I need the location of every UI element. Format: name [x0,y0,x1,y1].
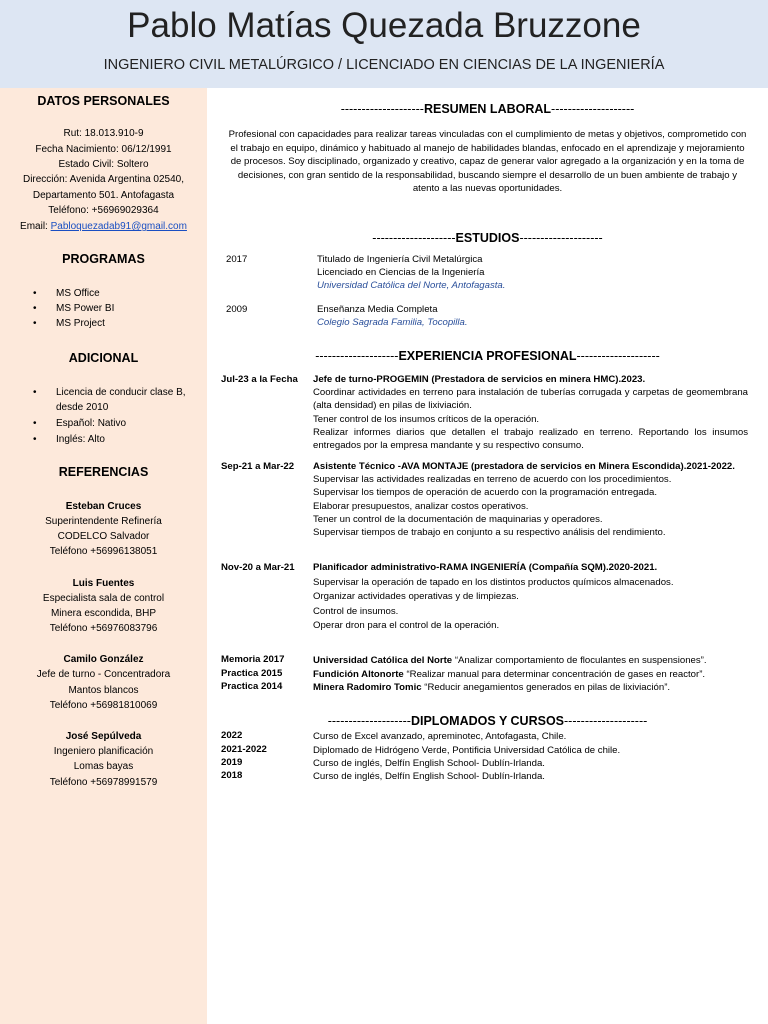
reference-org: CODELCO Salvador [57,531,150,542]
email-link[interactable]: Pabloquezadab91@gmail.com [50,221,187,232]
courses-heading: --------------------DIPLOMADOS Y CURSOS-------------------- [327,714,648,728]
course-year: 2019 [221,757,243,768]
job-entry: Planificador administrativo-RAMA INGENIERÍA (Compañía SQM).2020-2021. Supervisar la operación de tapado en los distintos productos químicos almacenados. Organizar actividades operativas y de limpiezas. Control de insumos. Operar dron para el control de la operación. [313,562,674,632]
programs-list [0,286,207,331]
course-year: 2021-2022 [221,744,267,755]
person-name: Pablo Matías Quezada Bruzzone [127,6,641,45]
personal-data-title: DATOS PERSONALES [37,94,170,108]
course-text: Curso de inglés, Delfín English School- Dublín-Irlanda. [313,771,545,782]
reference-name: José Sepúlveda [65,731,142,742]
reference-phone: Teléfono +56976083796 [49,623,158,634]
list-item: • Licencia de conducir clase B, desde 2010 [0,385,207,415]
sidebar [0,88,207,1024]
list-item: • Inglés: Alto [0,432,207,447]
practice-label: Practica 2015 [221,668,283,679]
programs-title: PROGRAMAS [62,252,145,266]
list-item: • MS Project [0,316,207,331]
studies-heading: --------------------ESTUDIOS-------------------- [372,231,603,245]
address-line-1: Dirección: Avenida Argentina 02540, [22,174,185,185]
course-year: 2018 [221,770,243,781]
course-text: Curso de inglés, Delfín English School- Dublín-Irlanda. [313,758,545,769]
email-label: Email: [20,221,51,232]
practice-entry: Universidad Católica del Norte “Analizar comportamiento de floculantes en suspensiones”. [313,655,707,666]
course-year: 2022 [221,730,243,741]
study-item: Titulado de Ingeniería Civil Metalúrgica Licenciado en Ciencias de la Ingeniería Universidad Católica del Norte, Antofagasta. [317,254,506,292]
experience-heading: --------------------EXPERIENCIA PROFESIONAL-------------------- [315,349,660,363]
references-title: REFERENCIAS [58,465,149,479]
reference-role: Superintendente Refinería [45,516,162,527]
job-entry: Jefe de turno-PROGEMIN (Prestadora de servicios en minera HMC).2023. Coordinar actividades en terreno para instalación de tuberías corrugada y carpetas de geomembrana (alta densidad) en pilas de lixiviación. Tener control de los insumos críticos de la operación. Realizar informes diarios que detallen el trabajo realizado en terreno. Reportando los insumos entregados por la empresa mandante y su respectivo consumo. [313,374,748,452]
list-item: • MS Power BI [0,301,207,316]
reference-name: Camilo González [63,654,144,665]
additional-list [0,385,207,447]
civil-status: Estado Civil: Soltero [58,159,149,170]
list-item: • MS Office [0,286,207,301]
birth-date: Fecha Nacimiento: 06/12/1991 [35,144,172,155]
list-item: • Español: Nativo [0,416,207,431]
reference-org: Lomas bayas [73,761,134,772]
course-text: Diplomado de Hidrógeno Verde, Pontificia Universidad Católica de chile. [313,745,621,756]
reference-org: Minera escondida, BHP [50,608,157,619]
additional-title: ADICIONAL [68,351,139,365]
email-row [0,219,207,234]
reference-phone: Teléfono +56978991579 [49,777,158,788]
reference-role: Jefe de turno - Concentradora [36,669,171,680]
reference-phone: Teléfono +56981810069 [49,700,158,711]
practice-entry: Fundición Altonorte “Realizar manual para determinar concentración de gases en reactor”. [313,669,706,680]
study-item: Enseñanza Media Completa Colegio Sagrada Familia, Tocopilla. [317,304,468,329]
address-line-2: Departamento 501. Antofagasta [32,190,175,201]
reference-name: Esteban Cruces [65,501,142,512]
practice-label: Practica 2014 [221,681,283,692]
course-text: Curso de Excel avanzado, apreminotec, Antofagasta, Chile. [313,731,567,742]
rut: Rut: 18.013.910-9 [63,128,144,139]
study-year: 2017 [226,254,248,265]
practice-label: Memoria 2017 [221,654,285,665]
summary-text: Profesional con capacidades para realizar tareas vinculadas con el cumplimiento de metas y objetivos, comprometido con el trabajo en equipo, dinámico y habituado al manejo de habilidades blandas, enfocado en el aprendizaje y mejoramiento de procesos. Soy disciplinado, organizado y creativo, capaz de generar valor agregado a la organización y en la toma de decisiones, con gran sentido de la responsabilidad, buscando siempre el desarrollo de un buen ambiente de trabajo y atento a las nuevas oportunidades. [228,129,747,195]
job-date: Jul-23 a la Fecha [221,374,298,385]
job-date: Nov-20 a Mar-21 [221,562,295,573]
practice-entry: Minera Radomiro Tomic “Reducir anegamientos generados en pilas de lixiviación”. [313,682,671,693]
phone: Teléfono: +56969029364 [48,205,159,216]
reference-name: Luis Fuentes [72,578,135,589]
reference-role: Especialista sala de control [42,593,165,604]
professional-title: INGENIERO CIVIL METALÚRGICO / LICENCIADO EN CIENCIAS DE LA INGENIERÍA [103,57,665,73]
header-banner [0,0,768,88]
summary-heading: --------------------RESUMEN LABORAL-------------------- [340,102,635,116]
reference-role: Ingeniero planificación [53,746,154,757]
reference-phone: Teléfono +56996138051 [49,546,158,557]
main-content [207,88,768,1024]
reference-org: Mantos blancos [68,685,139,696]
study-year: 2009 [226,304,248,315]
job-date: Sep-21 a Mar-22 [221,461,295,472]
job-entry: Asistente Técnico -AVA MONTAJE (prestadora de servicios en Minera Escondida).2021-2022. Supervisar las actividades realizadas en terreno de acuerdo con los procedimientos. Supervisar los tiempos de operación de acuerdo con la programación entregada. Elaborar presupuestos, analizar costos operativos. Tener un control de la documentación de maquinarias y operadores. Supervisar tiempos de trabajo en conjunto a su respectivo análisis del rendimiento. [313,461,735,539]
